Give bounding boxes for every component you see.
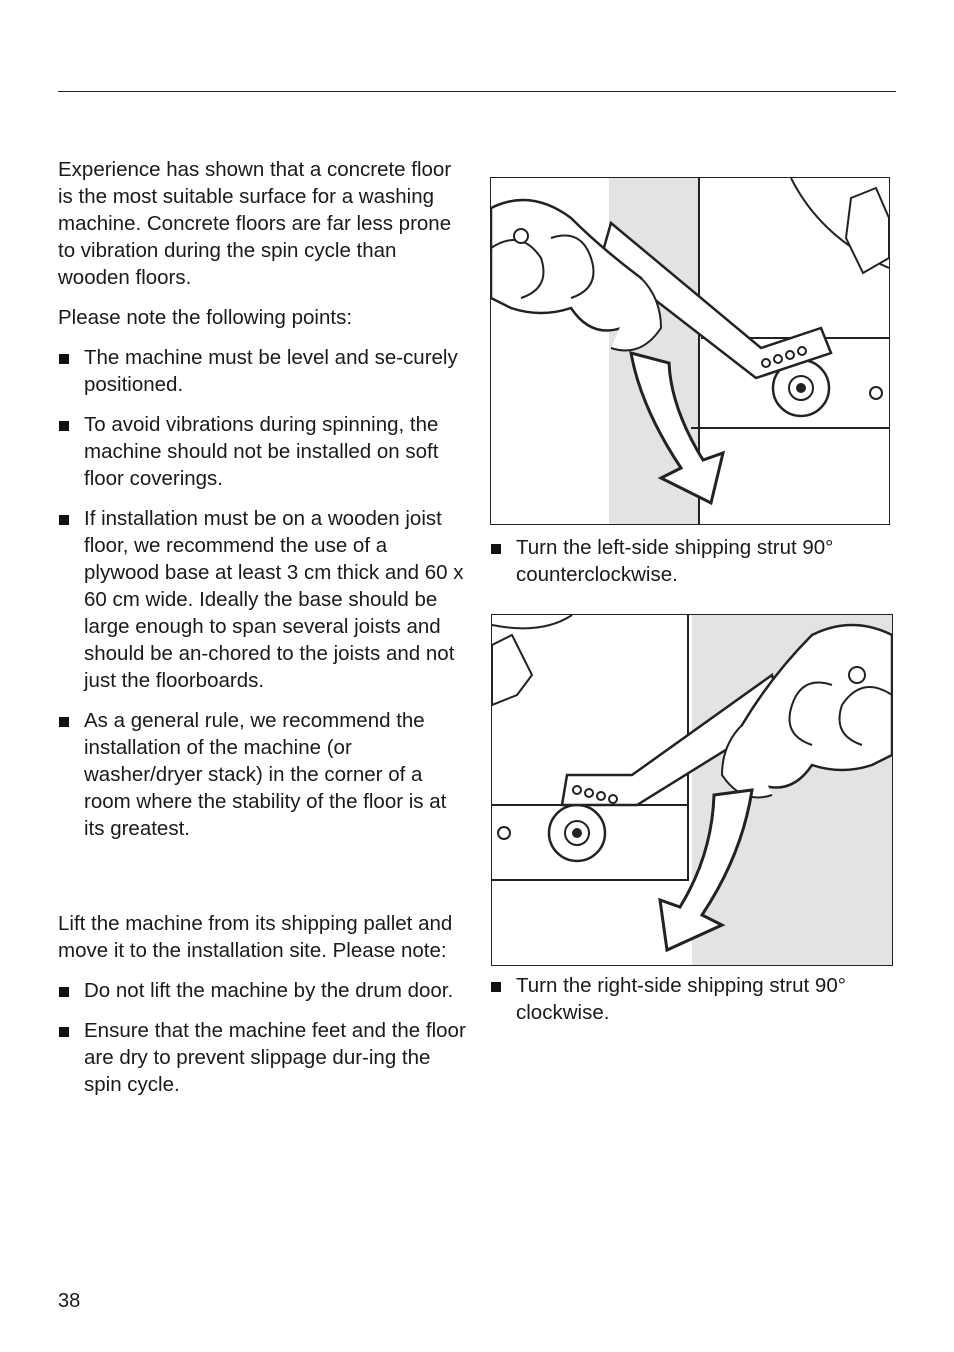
left-column xyxy=(58,156,466,1111)
intro-paragraph: Experience has shown that a concrete floor is the most suitable surface for a washing machine. Concrete floors are far less prone to vibration during the spin cycle than wooden floors. xyxy=(58,158,452,289)
list-item: Ensure that the machine feet and the floor are dry to prevent slippage dur-ing the spin cycle. xyxy=(58,1017,466,1098)
note-heading: Please note the following points: xyxy=(58,306,353,329)
list-item: As a general rule, we recommend the installation of the machine (or washer/dryer stack) in the corner of a room where the stability of the floor is at its greatest. xyxy=(58,707,466,842)
bullet-square-icon xyxy=(59,515,69,525)
list-item: Do not lift the machine by the drum door. xyxy=(58,977,466,1004)
header-rule xyxy=(58,91,896,92)
bullet-square-icon xyxy=(491,544,501,554)
floor-points-list xyxy=(58,344,466,842)
list-item: If installation must be on a wooden joist floor, we recommend the use of a plywood base at least 3 cm thick and 60 x 60 cm wide. Ideally the base should be large enough to span several joists and should be an-chored to the joists and not just the floorboards. xyxy=(58,505,466,694)
right-strut-caption: Turn the right-side shipping strut 90° clockwise. xyxy=(490,972,890,1026)
page-number: 38 xyxy=(58,1290,81,1312)
bullet-square-icon xyxy=(491,982,501,992)
moving-points-list xyxy=(58,977,466,1098)
right-strut-illustration xyxy=(491,614,893,966)
wrench-turning-illustration xyxy=(492,615,892,965)
bullet-square-icon xyxy=(59,354,69,364)
bullet-square-icon xyxy=(59,1027,69,1037)
left-strut-caption: Turn the left-side shipping strut 90° counterclockwise. xyxy=(490,534,890,588)
bullet-square-icon xyxy=(59,717,69,727)
moving-intro-paragraph: Lift the machine from its shipping pallet and move it to the installation site. Please note: xyxy=(58,912,453,962)
list-item: The machine must be level and se-curely positioned. xyxy=(58,344,466,398)
left-strut-illustration xyxy=(490,177,890,525)
bullet-square-icon xyxy=(59,421,69,431)
wrench-turning-illustration xyxy=(491,178,889,524)
bullet-square-icon xyxy=(59,987,69,997)
list-item: To avoid vibrations during spinning, the machine should not be installed on soft floor coverings. xyxy=(58,411,466,492)
